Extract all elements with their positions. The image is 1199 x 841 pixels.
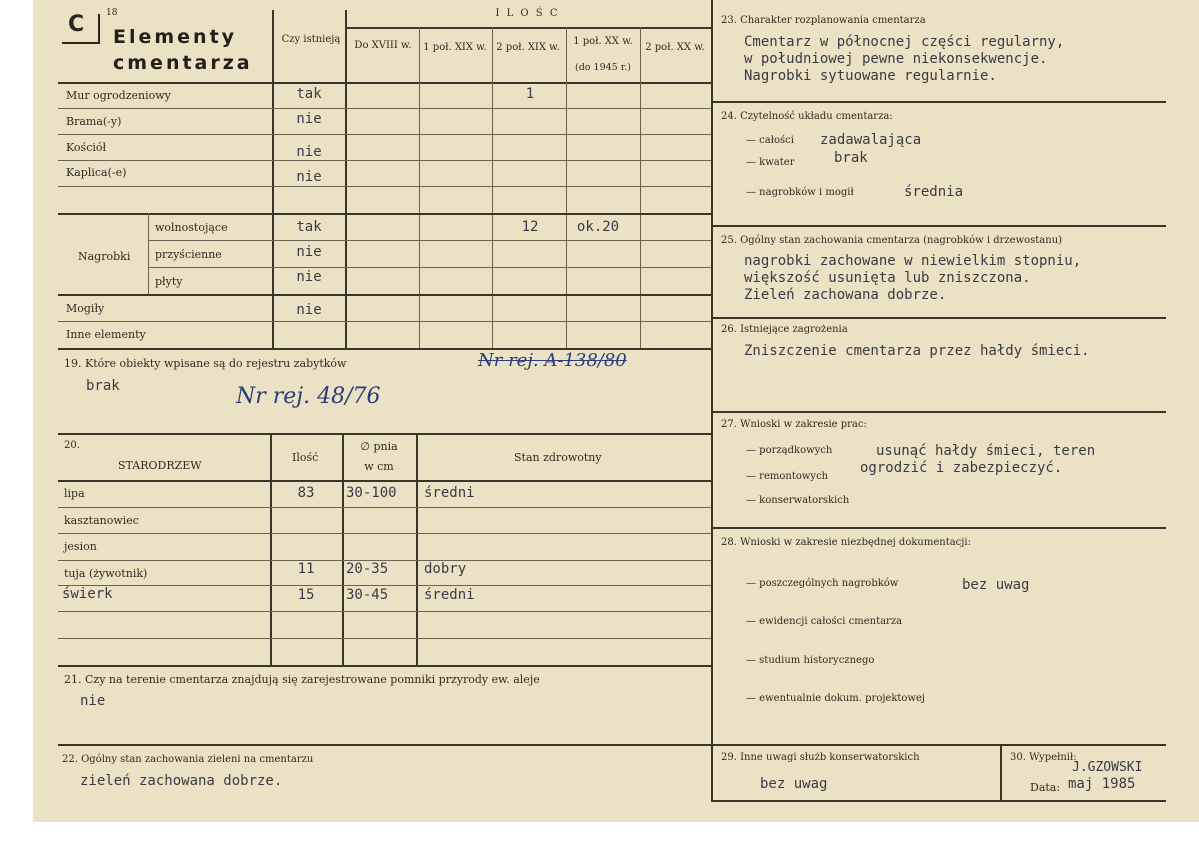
q28-item3: — studium historycznego bbox=[746, 655, 875, 666]
row-kosciol-label: Kościół bbox=[66, 141, 107, 154]
row-mur-exists: tak bbox=[296, 86, 322, 102]
q20-col-diam-unit: w cm bbox=[364, 460, 394, 473]
q22-answer: zieleń zachowana dobrze. bbox=[80, 773, 283, 789]
row-wolnostojace-xix2: 12 bbox=[521, 219, 539, 235]
q28-item2: — ewidencji całości cmentarza bbox=[746, 616, 903, 627]
row-przyscienne-exists: nie bbox=[296, 244, 322, 260]
q20-col-health: Stan zdrowotny bbox=[514, 451, 602, 464]
q28-item1-value: bez uwag bbox=[962, 577, 1030, 593]
col-header-exists: Czy istnieją bbox=[281, 34, 341, 45]
q23-line2: w południowej pewne niekonsekwencje. bbox=[744, 51, 1048, 67]
card-title-line1: Elementy bbox=[113, 26, 238, 48]
tree-row-swierk-health: średni bbox=[424, 587, 475, 603]
q20-col-diam: ∅ pnia bbox=[360, 440, 398, 453]
q19-label: 19. Które obiekty wpisane są do rejestru zabytków bbox=[64, 357, 347, 370]
col-header-xviii: Do XVIII w. bbox=[354, 40, 412, 51]
tree-row-lipa-diam: 30-100 bbox=[346, 485, 397, 501]
q27-line2: ogrodzić i zabezpieczyć. bbox=[860, 460, 1063, 476]
q25-line2: większość usunięta lub zniszczona. bbox=[744, 270, 1031, 286]
q27-porz-label: — porządkowych bbox=[746, 445, 833, 456]
row-kaplica-label: Kaplica(-e) bbox=[66, 166, 127, 179]
row-brama-exists: nie bbox=[296, 111, 322, 127]
q25-line3: Zieleń zachowana dobrze. bbox=[744, 287, 947, 303]
q27-label: 27. Wnioski w zakresie prac: bbox=[721, 419, 867, 430]
nagrobki-label: Nagrobki bbox=[78, 250, 131, 263]
q23-line3: Nagrobki sytuowane regularnie. bbox=[744, 68, 997, 84]
q24-calosci-label: — całości bbox=[746, 135, 794, 146]
row-wolnostojace-xx1: ok.20 bbox=[576, 219, 620, 235]
q25-line1: nagrobki zachowane w niewielkim stopniu, bbox=[744, 253, 1082, 269]
row-mur-label: Mur ogrodzeniowy bbox=[66, 89, 171, 102]
q26-answer: Zniszczenie cmentarza przez hałdy śmieci. bbox=[744, 343, 1090, 359]
row-kaplica-exists: nie bbox=[296, 169, 322, 185]
row-kosciol-exists: nie bbox=[296, 144, 322, 160]
row-wolnostojace-label: wolnostojące bbox=[155, 221, 228, 234]
q23-line1: Cmentarz w północnej części regularny, bbox=[744, 34, 1065, 50]
tree-row-tuja-health: dobry bbox=[424, 561, 467, 577]
row-brama-label: Brama(-y) bbox=[66, 115, 122, 128]
col-header-1pol-xx-note: (do 1945 r.) bbox=[575, 62, 631, 73]
q30-label: 30. Wypełnił: bbox=[1010, 752, 1077, 763]
q20-col-count: Ilość bbox=[292, 451, 319, 464]
tree-row-kasztanowiec-name: kasztanowiec bbox=[64, 514, 139, 527]
q29-label: 29. Inne uwagi służb konserwatorskich bbox=[721, 752, 920, 763]
q30-name: J.GZOWSKI bbox=[1072, 760, 1143, 775]
tree-row-lipa-name: lipa bbox=[64, 487, 85, 500]
q24-label: 24. Czytelność układu cmentarza: bbox=[721, 111, 893, 122]
q19-answer: brak bbox=[86, 378, 120, 394]
col-header-2pol-xx: 2 poł. XX w. bbox=[645, 42, 705, 53]
q28-item4: — ewentualnie dokum. projektowej bbox=[746, 693, 926, 704]
q21-answer: nie bbox=[80, 693, 106, 709]
row-mur-xix2: 1 bbox=[525, 86, 535, 102]
col-header-2pol-xix: 2 poł. XIX w. bbox=[496, 42, 560, 53]
tree-row-lipa-health: średni bbox=[424, 485, 475, 501]
row-wolnostojace-exists: tak bbox=[296, 219, 322, 235]
q30-date: maj 1985 bbox=[1068, 776, 1136, 792]
tree-row-lipa-count: 83 bbox=[297, 485, 315, 501]
col-header-1pol-xx: 1 poł. XX w. bbox=[573, 36, 633, 47]
q28-item1: — poszczególnych nagrobków bbox=[746, 578, 899, 589]
q21-label: 21. Czy na terenie cmentarza znajdują się zarejestrowane pomniki przyrody ew. aleje bbox=[64, 673, 540, 686]
row-przyscienne-label: przyścienne bbox=[155, 248, 222, 261]
q20-title: STARODRZEW bbox=[118, 459, 202, 472]
tree-row-swierk-name: świerk bbox=[62, 586, 113, 602]
q30-date-label: Data: bbox=[1030, 781, 1061, 794]
q24-nagrobkow-value: średnia bbox=[904, 184, 964, 200]
tree-row-tuja-name: tuja (żywotnik) bbox=[64, 567, 148, 580]
q22-label: 22. Ogólny stan zachowania zieleni na cmentarzu bbox=[62, 754, 314, 765]
q29-answer: bez uwag bbox=[760, 776, 828, 792]
q24-nagrobkow-label: — nagrobków i mogił bbox=[746, 187, 854, 198]
card-number: 18 bbox=[106, 8, 118, 18]
q26-label: 26. Istniejące zagrożenia bbox=[721, 324, 848, 335]
q23-label: 23. Charakter rozplanowania cmentarza bbox=[721, 15, 926, 26]
q20-num: 20. bbox=[64, 440, 80, 451]
q25-label: 25. Ogólny stan zachowania cmentarza (nagrobków i drzewostanu) bbox=[721, 235, 1063, 246]
q19-handwritten-register: Nr rej. 48/76 bbox=[236, 384, 381, 409]
tree-row-tuja-diam: 20-35 bbox=[346, 561, 389, 577]
row-inne-label: Inne elementy bbox=[66, 328, 146, 341]
col-header-ilosc: I L O Ś C bbox=[495, 8, 560, 19]
row-mogily-label: Mogiły bbox=[66, 302, 105, 315]
q19-struck-register: Nr rej. A-138/80 bbox=[478, 350, 627, 371]
q24-kwater-value: brak bbox=[834, 150, 868, 166]
row-plyty-exists: nie bbox=[296, 269, 322, 285]
col-header-1pol-xix: 1 poł. XIX w. bbox=[423, 42, 487, 53]
q27-line1: usunąć hałdy śmieci, teren bbox=[876, 443, 1096, 459]
q24-calosci-value: zadawalająca bbox=[820, 132, 922, 148]
q27-rem-label: — remontowych bbox=[746, 471, 829, 482]
card-letter: C bbox=[68, 12, 85, 37]
row-mogily-exists: nie bbox=[296, 302, 322, 318]
q28-label: 28. Wnioski w zakresie niezbędnej dokumentacji: bbox=[721, 537, 971, 548]
tree-row-swierk-count: 15 bbox=[297, 587, 315, 603]
tree-row-swierk-diam: 30-45 bbox=[346, 587, 389, 603]
tree-row-tuja-count: 11 bbox=[297, 561, 315, 577]
card-title-line2: cmentarza bbox=[113, 52, 253, 74]
q24-kwater-label: — kwater bbox=[746, 157, 795, 168]
tree-row-jesion-name: jesion bbox=[64, 540, 97, 553]
row-plyty-label: płyty bbox=[155, 275, 183, 288]
q27-kons-label: — konserwatorskich bbox=[746, 495, 850, 506]
